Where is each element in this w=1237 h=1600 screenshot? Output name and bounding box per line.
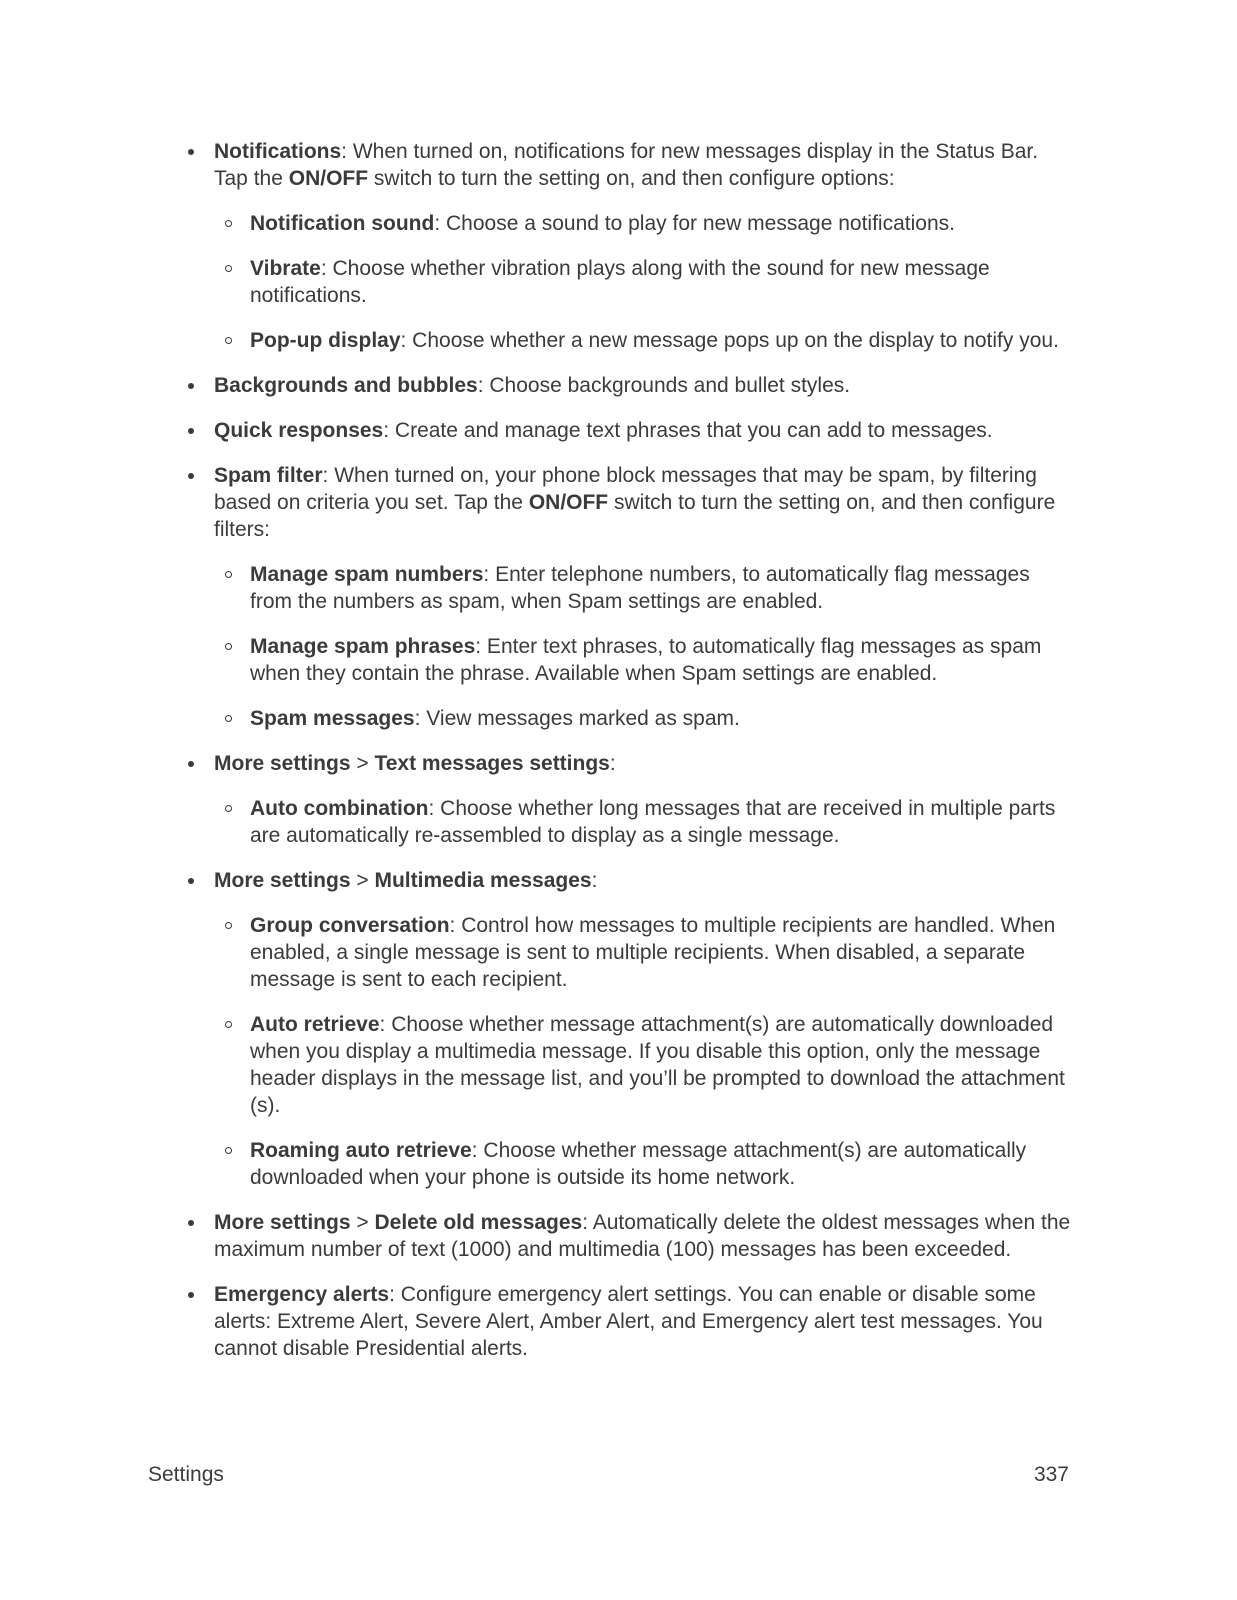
sub-item-term: Spam messages — [250, 707, 415, 730]
item-term-secondary: Text messages settings — [374, 752, 610, 775]
sub-item-notification-sound — [214, 210, 1077, 237]
item-term-secondary: Delete old messages — [374, 1211, 583, 1234]
footer-page-number: 337 — [1033, 1463, 1069, 1486]
item-term: Backgrounds and bubbles — [214, 374, 478, 397]
footer-section-title: Settings — [148, 1463, 224, 1486]
bullet-icon — [188, 383, 194, 389]
sub-item-desc: : Enter telephone numbers, to automatically flag messages from the numbers as spam, when Spam settings are enabled. — [250, 563, 1030, 613]
item-text — [214, 750, 1077, 777]
sub-item-desc: : Choose a sound to play for new message notifications. — [434, 212, 955, 235]
sub-item-group-conversation — [214, 912, 1077, 993]
list-item-quick-responses — [0, 417, 1237, 444]
item-text — [214, 1209, 1077, 1263]
sub-item-term: Group conversation — [250, 914, 450, 937]
item-text — [214, 372, 1077, 399]
item-term: Emergency alerts — [214, 1283, 390, 1306]
circle-bullet-icon — [225, 805, 232, 812]
item-term: Notifications — [214, 140, 342, 163]
sub-item-term: Roaming auto retrieve — [250, 1139, 472, 1162]
list-item-emergency-alerts — [0, 1281, 1237, 1362]
circle-bullet-icon — [225, 571, 232, 578]
list-item-multimedia-messages — [0, 867, 1237, 1191]
sub-item-spam-phrases — [214, 633, 1077, 687]
bullet-icon — [188, 1292, 194, 1298]
bullet-icon — [188, 149, 194, 155]
sub-item-term: Auto retrieve — [250, 1013, 380, 1036]
list-item-spam-filter — [0, 462, 1237, 732]
item-text — [214, 417, 1077, 444]
item-desc: : Automatically delete the oldest messages when the maximum number of text (1000) and multimedia (100) messages has been exceeded. — [214, 1211, 1071, 1261]
item-text — [214, 1281, 1077, 1362]
path-separator: > — [350, 869, 375, 892]
sub-item-text — [250, 795, 1077, 849]
bullet-icon — [188, 761, 194, 767]
item-text — [214, 867, 1077, 894]
sub-item-term: Auto combination — [250, 797, 429, 820]
sub-item-text — [250, 561, 1077, 615]
sub-item-spam-messages — [214, 705, 1077, 732]
item-desc: : When turned on, notifications for new messages display in the Status Bar. Tap the — [214, 140, 1039, 190]
item-term: More settings — [214, 1211, 351, 1234]
item-term-secondary: ON/OFF — [288, 167, 369, 190]
sub-item-text — [250, 912, 1077, 993]
bullet-icon — [188, 473, 194, 479]
list-item-delete-old-messages — [0, 1209, 1237, 1263]
sub-item-text — [250, 210, 1077, 237]
sub-item-vibrate — [214, 255, 1077, 309]
sub-item-desc: : Choose whether message attachment(s) are automatically downloaded when your phone is outside its home network. — [250, 1139, 1027, 1189]
list-item-backgrounds — [0, 372, 1237, 399]
bullet-icon — [188, 428, 194, 434]
sub-item-roaming-auto-retrieve — [214, 1137, 1077, 1191]
item-desc: : When turned on, your phone block messages that may be spam, by filtering based on criteria you set. Tap the — [214, 464, 1037, 514]
sub-item-desc: : Choose whether message attachment(s) are automatically downloaded when you display a multimedia message. If you disable this option, only the message header displays in the message list, and you’ll be prompted to download the attachment (s). — [250, 1013, 1065, 1117]
item-desc: : Configure emergency alert settings. You can enable or disable some alerts: Extreme Alert, Severe Alert, Amber Alert, and Emergency alert test messages. You cannot disable Presidential alerts. — [214, 1283, 1043, 1360]
sub-list — [214, 912, 1077, 1191]
item-term-secondary: Multimedia messages — [374, 869, 592, 892]
sub-item-text — [250, 1137, 1077, 1191]
circle-bullet-icon — [225, 922, 232, 929]
item-desc: : Create and manage text phrases that you can add to messages. — [383, 419, 993, 442]
sub-item-popup-display — [214, 327, 1077, 354]
sub-item-auto-combination — [214, 795, 1077, 849]
sub-item-text — [250, 327, 1077, 354]
circle-bullet-icon — [225, 1147, 232, 1154]
circle-bullet-icon — [225, 715, 232, 722]
sub-item-text — [250, 1011, 1077, 1119]
sub-item-text — [250, 633, 1077, 687]
sub-item-term: Manage spam phrases — [250, 635, 476, 658]
sub-list — [214, 795, 1077, 849]
sub-item-term: Notification sound — [250, 212, 435, 235]
item-desc-secondary: switch to turn the setting on, and then configure filters: — [214, 491, 1056, 541]
item-term: More settings — [214, 869, 351, 892]
sub-item-desc: : Choose whether vibration plays along with the sound for new message notifications. — [250, 257, 990, 307]
sub-item-text — [250, 255, 1077, 309]
sub-item-desc: : Control how messages to multiple recipients are handled. When enabled, a single message is sent to multiple recipients. When disabled, a separate message is sent to each recipient. — [250, 914, 1056, 991]
item-desc: : Choose backgrounds and bullet styles. — [477, 374, 851, 397]
sub-item-text — [250, 705, 1077, 732]
path-separator: > — [350, 752, 375, 775]
page-content — [0, 138, 1237, 1380]
sub-item-term: Manage spam numbers — [250, 563, 484, 586]
circle-bullet-icon — [225, 220, 232, 227]
sub-list — [214, 210, 1077, 354]
list-item-notifications — [0, 138, 1237, 354]
path-separator: > — [350, 1211, 375, 1234]
item-term: Quick responses — [214, 419, 384, 442]
circle-bullet-icon — [225, 643, 232, 650]
sub-item-desc: : View messages marked as spam. — [414, 707, 740, 730]
sub-item-term: Pop-up display — [250, 329, 401, 352]
sub-item-desc: : Choose whether a new message pops up on the display to notify you. — [400, 329, 1059, 352]
circle-bullet-icon — [225, 1021, 232, 1028]
sub-item-desc: : Choose whether long messages that are received in multiple parts are automatically re-assembled to display as a single message. — [250, 797, 1056, 847]
item-term-secondary: ON/OFF — [528, 491, 609, 514]
circle-bullet-icon — [225, 337, 232, 344]
settings-list — [0, 138, 1237, 1362]
sub-list — [214, 561, 1077, 732]
circle-bullet-icon — [225, 265, 232, 272]
sub-item-auto-retrieve — [214, 1011, 1077, 1119]
item-text — [214, 138, 1077, 192]
item-term: More settings — [214, 752, 351, 775]
item-desc: : — [609, 752, 616, 775]
sub-item-spam-numbers — [214, 561, 1077, 615]
bullet-icon — [188, 878, 194, 884]
item-desc: : — [591, 869, 598, 892]
list-item-text-messages-settings — [0, 750, 1237, 849]
item-text — [214, 462, 1077, 543]
sub-item-desc: : Enter text phrases, to automatically flag messages as spam when they contain the phrase. Available when Spam settings are enabled. — [250, 635, 1042, 685]
sub-item-term: Vibrate — [250, 257, 321, 280]
item-term: Spam filter — [214, 464, 323, 487]
bullet-icon — [188, 1220, 194, 1226]
item-desc-secondary: switch to turn the setting on, and then configure options: — [368, 167, 895, 190]
